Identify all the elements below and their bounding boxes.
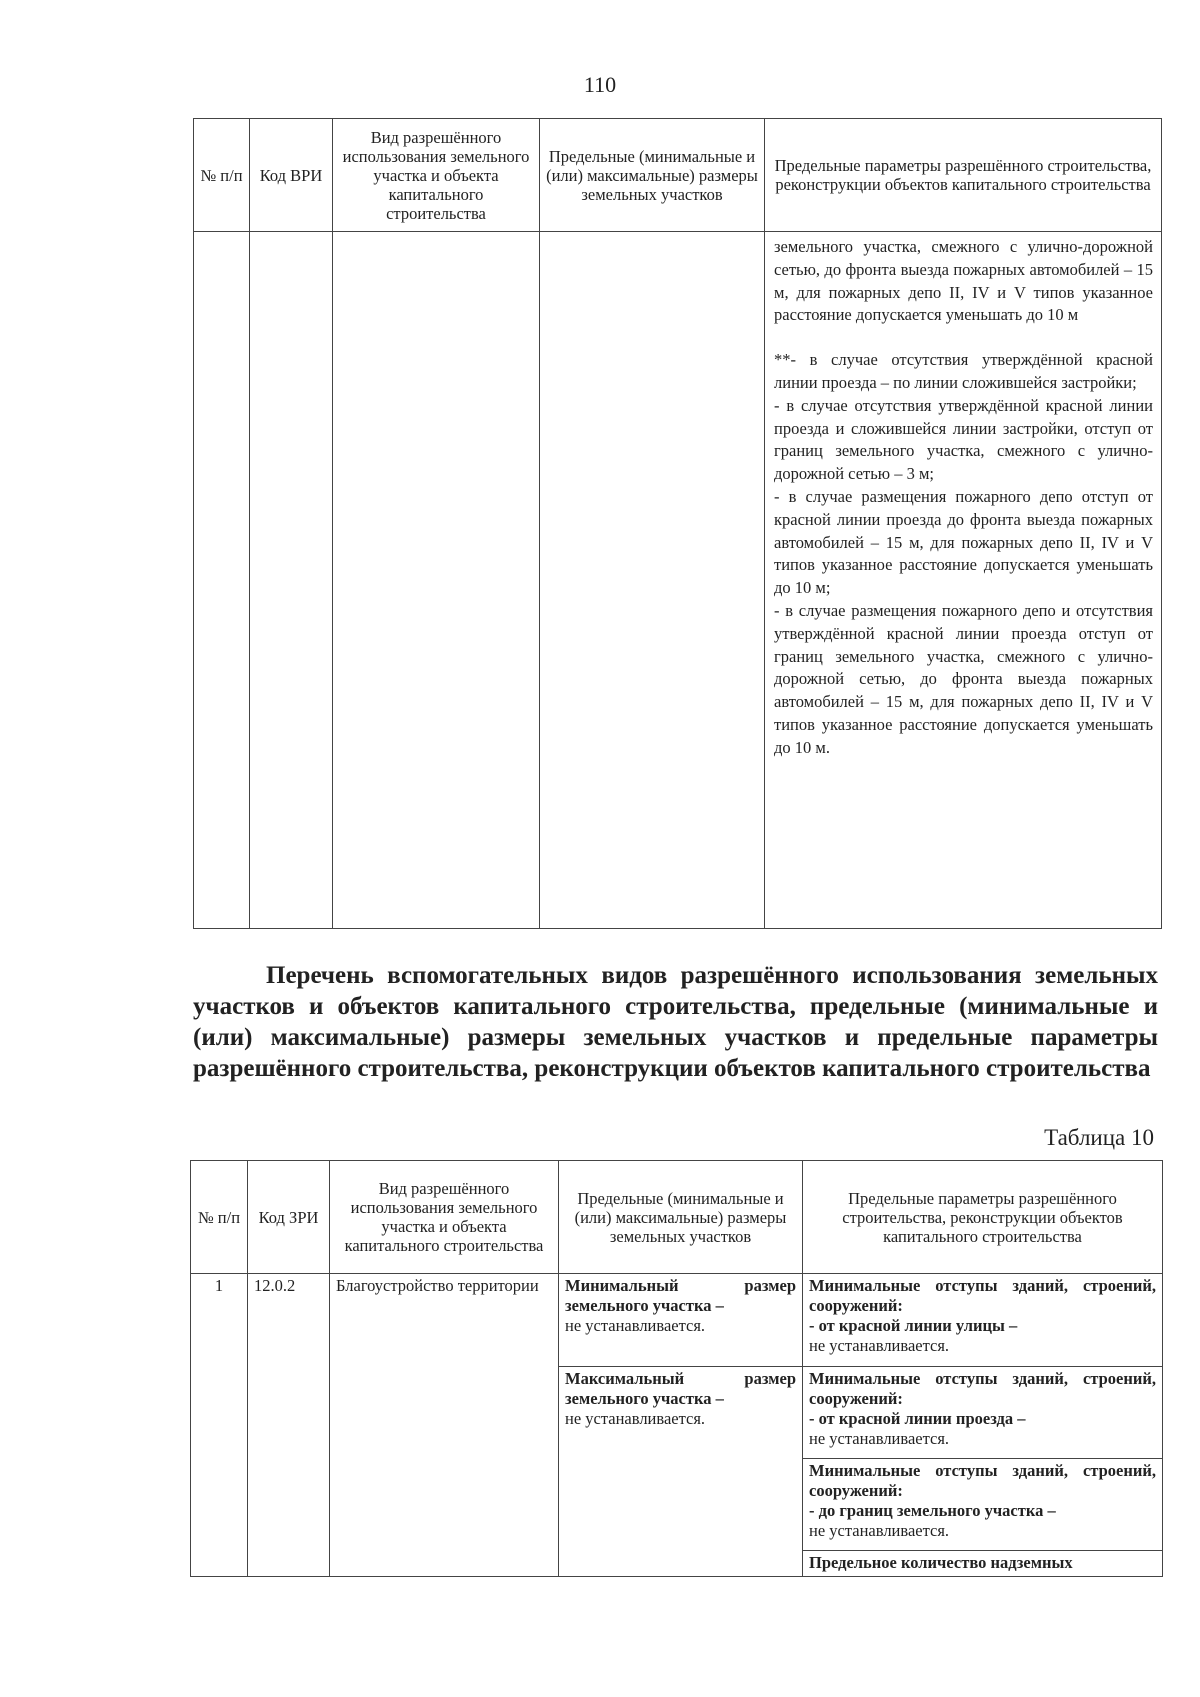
- cell-code: 12.0.2: [248, 1274, 330, 1577]
- land-use-table-continued: [193, 118, 1162, 929]
- params-paragraph: **- в случае отсутствия утверждённой красной линии проезда – по линии сложившейся застройки;: [774, 350, 1153, 392]
- cell-max-plot-size: [559, 1367, 803, 1577]
- params-paragraph: - в случае отсутствия утверждённой красной линии проезда и сложившейся линии застройки, отступ от границ земельного участка, смежного с улично-дорожной сетью – 3 м;: [774, 395, 1153, 484]
- param-title: Минимальные отступы зданий, строений, сооружений:: [809, 1369, 1156, 1408]
- param-value: не устанавливается.: [809, 1336, 950, 1355]
- param-title: Минимальные отступы зданий, строений, сооружений:: [809, 1276, 1156, 1315]
- cell-param-driveway-setback: [803, 1367, 1163, 1459]
- param-value: не устанавливается.: [809, 1521, 950, 1540]
- params-paragraph: - в случае размещения пожарного депо и отсутствия утверждённой красной линии проезда отступ от границ земельного участка, смежного с улично-дорожной сетью, до фронта выезда пожарных автомобилей – 15 м, для пожарных депо II, IV и V типов указанное расстояние допускается уменьшать до 10 м.: [774, 600, 1153, 757]
- param-title: Предельное количество надземных: [809, 1553, 1073, 1572]
- cell-min-plot-size: [559, 1274, 803, 1367]
- header-number: № п/п: [191, 1161, 248, 1274]
- cell-building-params: [765, 232, 1162, 929]
- header-plot-sizes: Предельные (минимальные и (или) максимальные) размеры земельных участков: [559, 1161, 803, 1274]
- header-building-params: Предельные параметры разрешённого строительства, реконструкции объектов капитального строительства: [803, 1161, 1163, 1274]
- params-paragraph: земельного участка, смежного с улично-дорожной сетью, до фронта выезда пожарных автомобилей – 15 м, для пожарных депо II, IV и V типов указанное расстояние допускается уменьшать до 10 м: [774, 237, 1153, 325]
- param-line: - от красной линии проезда –: [809, 1409, 1026, 1428]
- param-value: не устанавливается.: [809, 1429, 950, 1448]
- table-row: [191, 1274, 1163, 1367]
- min-size-value: не устанавливается.: [565, 1316, 706, 1335]
- header-code: Код ЗРИ: [248, 1161, 330, 1274]
- header-building-params: Предельные параметры разрешённого строительства, реконструкции объектов капитального строительства: [765, 119, 1162, 232]
- cell-number: [194, 232, 250, 929]
- param-line: - до границ земельного участка –: [809, 1501, 1056, 1520]
- cell-param-floors: [803, 1551, 1163, 1577]
- table-header-row: [191, 1161, 1163, 1274]
- table-row: [194, 232, 1162, 929]
- section-heading: Перечень вспомогательных видов разрешённого использования земельных участков и объектов капитального строительства, предельные (минимальные и (или) максимальные) размеры земельных участков и предельные параметры разрешённого строительства, реконструкции объектов капитального строительства: [193, 962, 1158, 1082]
- header-plot-sizes: Предельные (минимальные и (или) максимальные) размеры земельных участков: [540, 119, 765, 232]
- header-number: № п/п: [194, 119, 250, 232]
- max-size-value: не устанавливается.: [565, 1409, 706, 1428]
- param-line: - от красной линии улицы –: [809, 1316, 1018, 1335]
- params-paragraph: - в случае размещения пожарного депо отступ от красной линии проезда до фронта выезда пожарных автомобилей – 15 м, для пожарных депо II, IV и V типов указанное расстояние допускается уменьшать до 10 м;: [774, 486, 1153, 598]
- table-header-row: [194, 119, 1162, 232]
- page-number: 110: [583, 72, 617, 97]
- param-title: Минимальные отступы зданий, строений, сооружений:: [809, 1461, 1156, 1500]
- table-label: Таблица 10: [1044, 1125, 1154, 1150]
- header-code: Код ВРИ: [250, 119, 333, 232]
- header-use-type: Вид разрешённого использования земельного участка и объекта капитального строительства: [330, 1161, 559, 1274]
- cell-number: 1: [191, 1274, 248, 1577]
- auxiliary-land-use-table: [190, 1160, 1163, 1577]
- max-size-title: Максимальный размер земельного участка –: [565, 1369, 796, 1408]
- cell-use-type: [333, 232, 540, 929]
- cell-use-type: Благоустройство территории: [330, 1274, 559, 1577]
- cell-code: [250, 232, 333, 929]
- min-size-title: Минимальный размер земельного участка –: [565, 1276, 796, 1315]
- cell-param-street-setback: [803, 1274, 1163, 1367]
- header-use-type: Вид разрешённого использования земельного участка и объекта капитального строительства: [333, 119, 540, 232]
- cell-param-boundary-setback: [803, 1459, 1163, 1551]
- cell-plot-sizes: [540, 232, 765, 929]
